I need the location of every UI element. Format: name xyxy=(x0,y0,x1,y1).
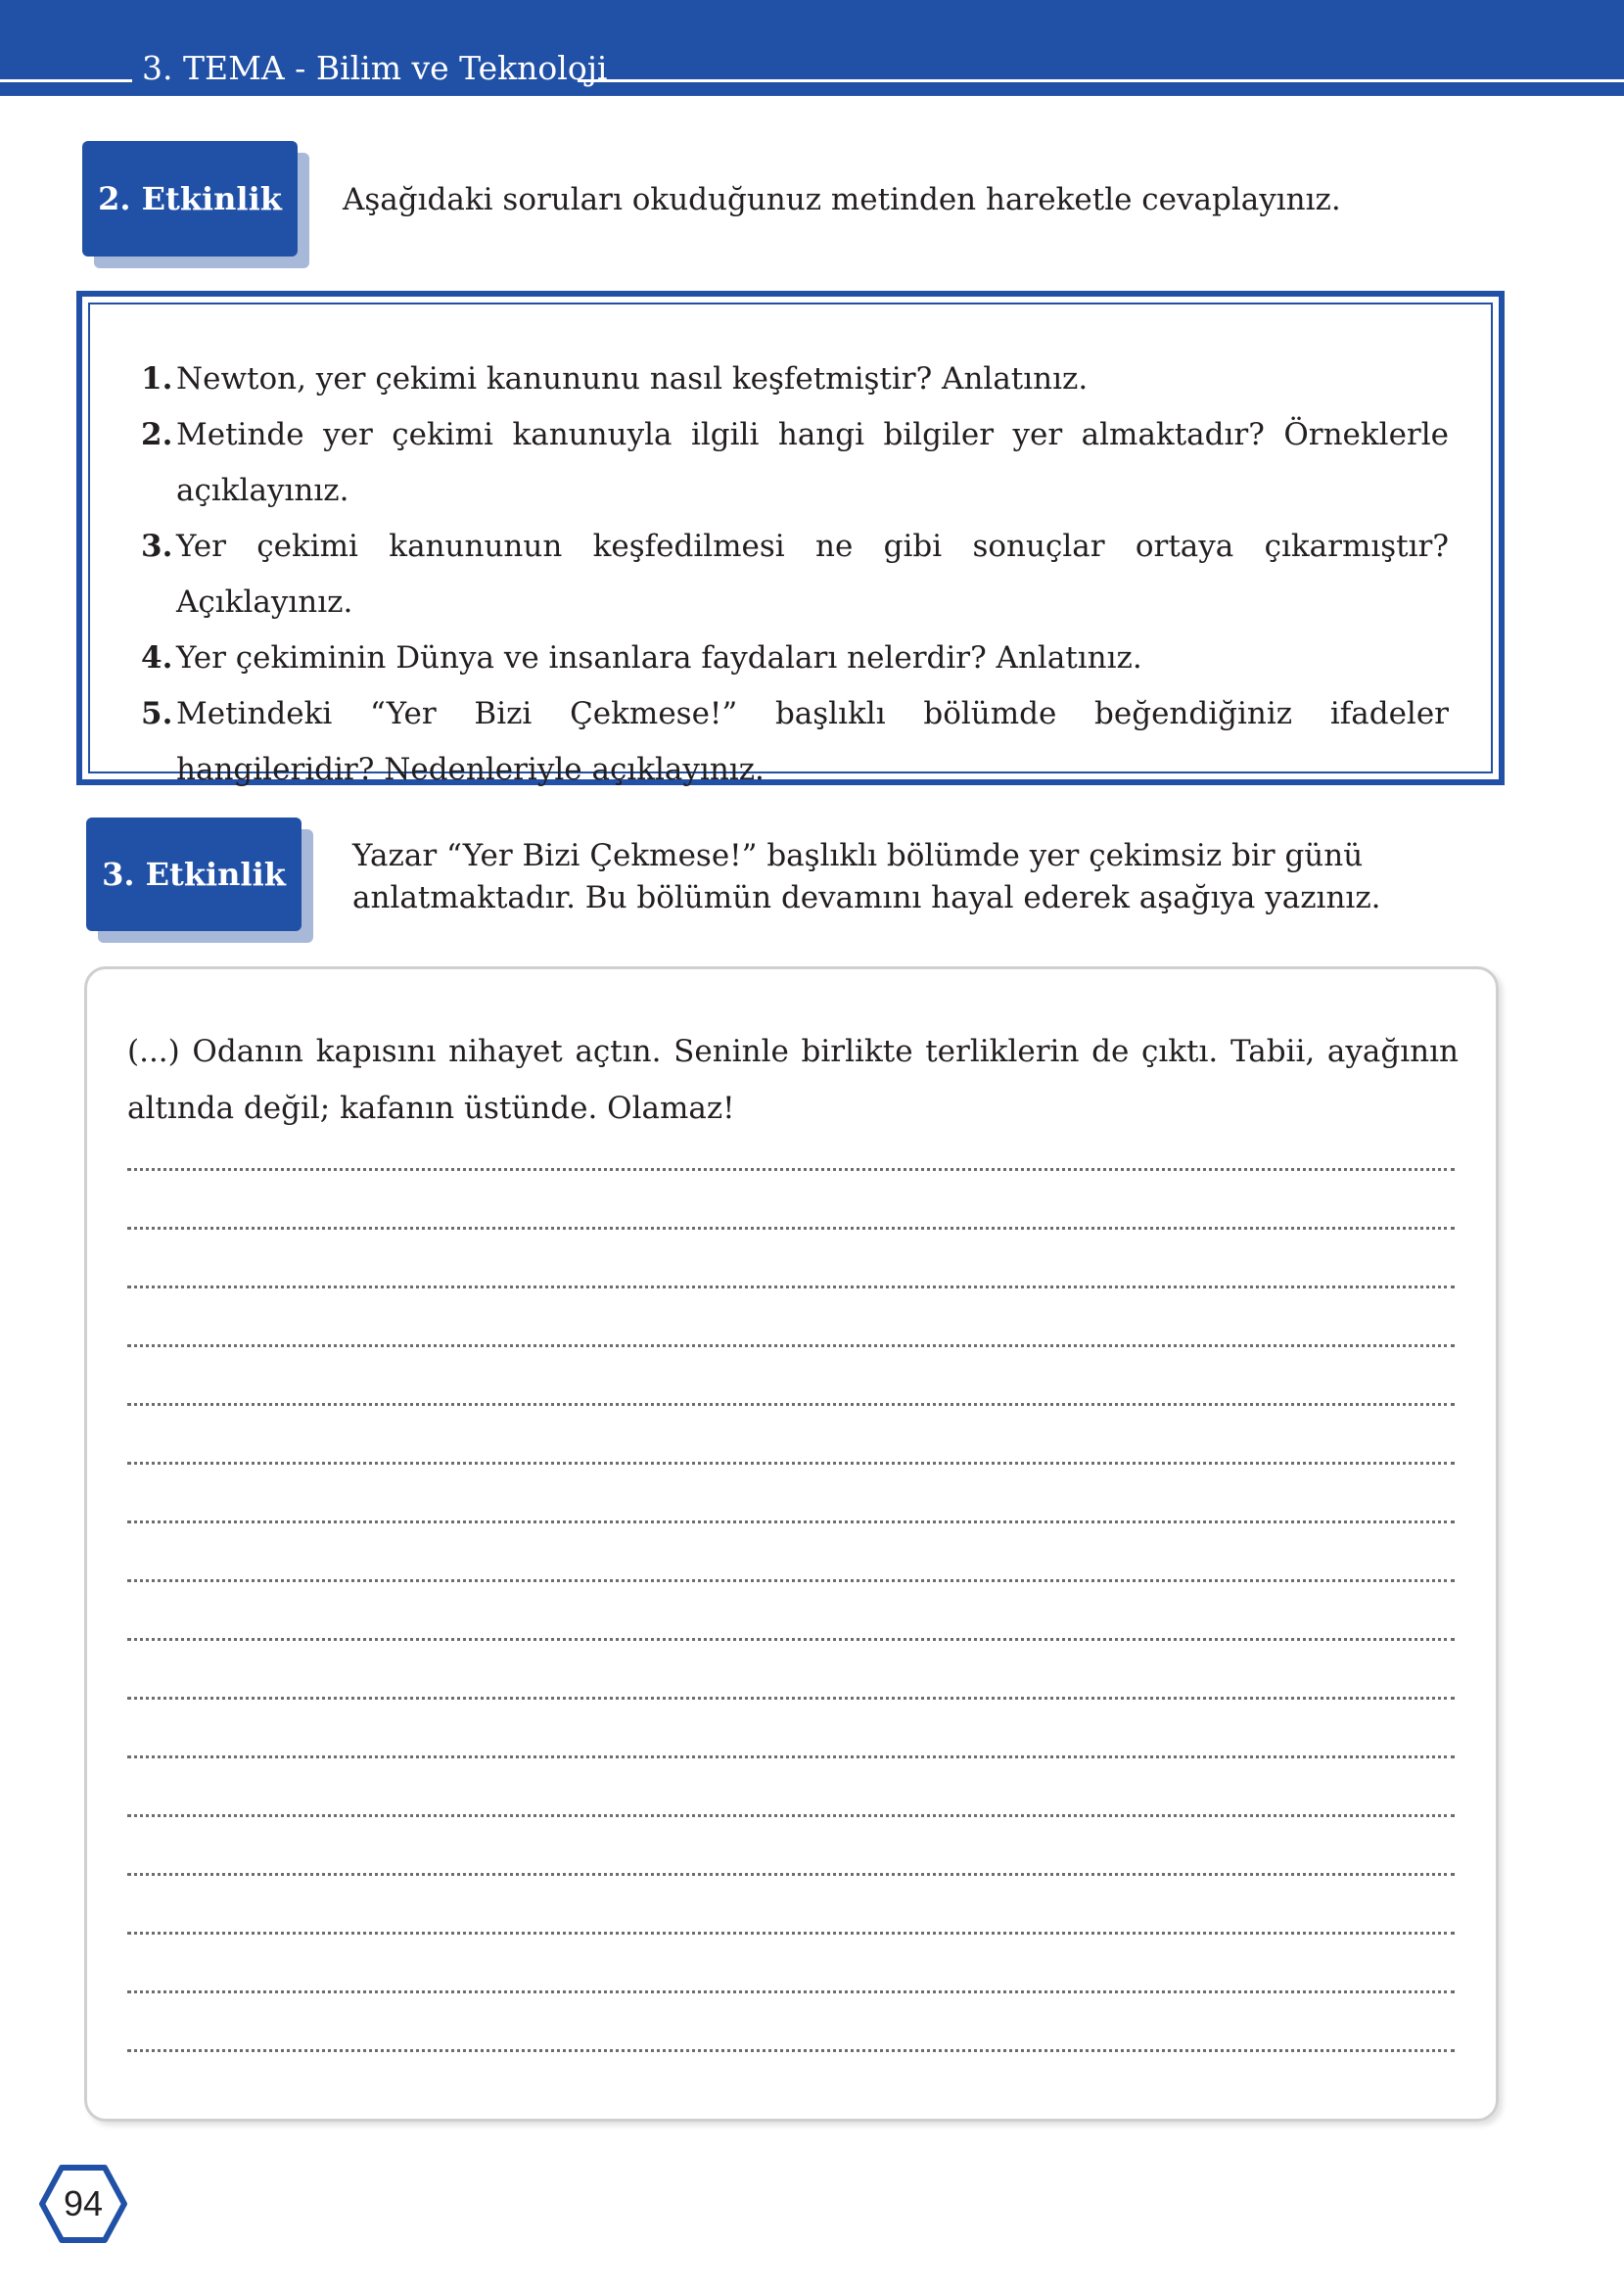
writing-line[interactable] xyxy=(127,1403,1455,1406)
writing-line[interactable] xyxy=(127,1344,1455,1347)
question-text: Metindeki “Yer Bizi Çekmese!” başlıklı bölümde beğendiğiniz ifadeler hangileridir? Nedenleriyle açıklayınız. xyxy=(176,696,1449,787)
writing-line[interactable] xyxy=(127,1873,1455,1876)
writing-line[interactable] xyxy=(127,1814,1455,1817)
question-text: Newton, yer çekimi kanununu nasıl keşfetmiştir? Anlatınız. xyxy=(176,361,1089,397)
writing-line[interactable] xyxy=(127,1520,1455,1523)
question-text: Yer çekiminin Dünya ve insanlara faydaları nelerdir? Anlatınız. xyxy=(176,640,1142,676)
writing-line[interactable] xyxy=(127,2049,1455,2052)
question-number: 1. xyxy=(141,361,173,397)
writing-line[interactable] xyxy=(127,1579,1455,1582)
writing-line[interactable] xyxy=(127,1638,1455,1641)
activity-2-badge: 2. Etkinlik xyxy=(82,141,298,257)
writing-line[interactable] xyxy=(127,1755,1455,1758)
activity-3-badge: 3. Etkinlik xyxy=(86,818,302,931)
question-number: 4. xyxy=(141,640,173,676)
writing-box xyxy=(84,966,1499,2122)
questions-list xyxy=(141,351,1449,798)
theme-title: 3. TEMA - Bilim ve Teknoloji xyxy=(142,49,608,87)
question-item xyxy=(141,631,1449,686)
question-text: Yer çekimi kanununun keşfedilmesi ne gibi sonuçlar ortaya çıkarmıştır? Açıklayınız. xyxy=(176,529,1449,620)
page-number-badge xyxy=(37,2163,129,2245)
question-number: 2. xyxy=(141,417,173,452)
question-item xyxy=(141,519,1449,631)
writing-line[interactable] xyxy=(127,1168,1455,1171)
question-item xyxy=(141,351,1449,407)
question-item xyxy=(141,407,1449,519)
page-number: 94 xyxy=(63,2183,104,2223)
header-line-right xyxy=(578,79,1624,82)
writing-line[interactable] xyxy=(127,1462,1455,1465)
question-text: Metinde yer çekimi kanunuyla ilgili hangi bilgiler yer almaktadır? Örneklerle açıklayınız. xyxy=(176,417,1449,508)
activity-3-instruction: Yazar “Yer Bizi Çekmese!” başlıklı bölümde yer çekimsiz bir günü anlatmaktadır. Bu bölümün devamını hayal ederek aşağıya yazınız. xyxy=(352,838,1381,915)
writing-line[interactable] xyxy=(127,1227,1455,1230)
writing-line[interactable] xyxy=(127,1286,1455,1288)
header-line-left xyxy=(0,79,132,82)
question-item xyxy=(141,686,1449,798)
writing-line[interactable] xyxy=(127,1697,1455,1700)
question-number: 3. xyxy=(141,529,173,564)
question-number: 5. xyxy=(141,696,173,731)
writing-line[interactable] xyxy=(127,1990,1455,1993)
story-start: (...) Odanın kapısını nihayet açtın. Seninle birlikte terliklerin de çıktı. Tabii, ayağının altında değil; kafanın üstünde. Olamaz! xyxy=(127,1034,1459,1126)
writing-line[interactable] xyxy=(127,1932,1455,1935)
activity-2-instruction: Aşağıdaki soruları okuduğunuz metinden hareketle cevaplayınız. xyxy=(343,182,1341,217)
